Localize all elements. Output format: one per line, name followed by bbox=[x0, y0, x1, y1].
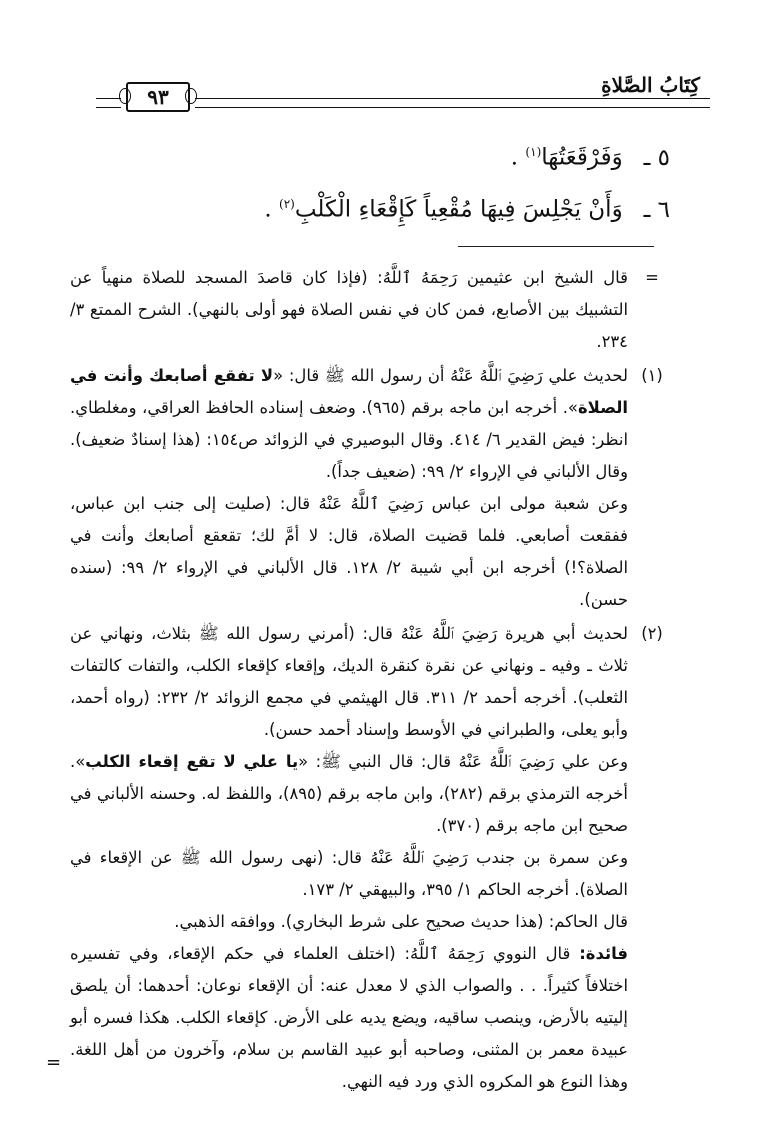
item-text: وَأَنْ يَجْلِسَ فِيهَا مُقْعِياً كَإِقْعَاءِ الْكَلْبِ bbox=[294, 196, 623, 223]
continuation-marker: = bbox=[645, 268, 659, 287]
text-run: ». أخرجه الترمذي برقم (٢٨٢)، وابن ماجه برقم (٨٩٥)، واللفظ له. وحسنه الألباني في صحيح ابن ماجه برقم (٣٧٠). bbox=[70, 752, 628, 835]
footnote-paragraph: وعن شعبة مولى ابن عباس رَضِيَ ٱللَّهُ عَنْهُ قال: (صليت إلى جنب ابن عباس، ففقعت أصابعي. فلما قضيت الصلاة، قال: لا أمَّ لك؛ تقعقع أصابعك وأنت في الصلاة؟!) أخرجه ابن أبي شيبة ٢/ ١٢٨. قال الألباني في الإرواء ٢/ ٩٩: (سنده حسن). bbox=[70, 494, 629, 609]
benefit-label: فائدة: bbox=[579, 944, 628, 963]
main-item bbox=[80, 184, 670, 230]
hadith-text: يا علي لا تقع إقعاء الكلب bbox=[85, 752, 299, 771]
footnote-paragraph bbox=[70, 746, 628, 842]
footnote-paragraph bbox=[70, 938, 628, 1098]
footnote-paragraph bbox=[70, 360, 628, 488]
footnote-ref: (٢) bbox=[279, 197, 295, 211]
footnote-1 bbox=[70, 360, 670, 616]
continues-marker: = bbox=[46, 1052, 62, 1073]
footnote-paragraph: قال الحاكم: (هذا حديث صحيح على شرط البخاري). ووافقه الذهبي. bbox=[174, 912, 628, 931]
footnote-ref: (١) bbox=[525, 145, 542, 159]
item-end: . bbox=[510, 144, 519, 171]
page-header bbox=[96, 72, 700, 112]
item-text: وَفَرْقَعَتُهَا bbox=[541, 144, 623, 171]
text-run: قال النووي رَحِمَهُ ٱللَّهُ: (اختلف العلماء في حكم الإقعاء، وفي تفسيره اختلافاً كثيراً. . . والصواب الذي لا معدل عنه: أن الإقعاء نوعان: أحدهما: أن يلصق إليتيه بالأرض، وينصب ساقيه، ويضع يديه على الأرض. كإقعاء الكلب. هكذا فسره أبو عبيدة معمر بن المثنى، وصاحبه أبو عبيد القاسم بن سلام، وآخرون من أهل اللغة. وهذا النوع هو المكروه الذي ورد فيه النهي. bbox=[70, 944, 628, 1091]
page-number: ٩٣ bbox=[147, 85, 169, 109]
item-number: ٦ ـ bbox=[643, 196, 670, 223]
footnote-paragraph: وعن سمرة بن جندب رَضِيَ ٱللَّهُ عَنْهُ قال: (نهى رسول الله ﷺ عن الإقعاء في الصلاة). أخرجه الحاكم ١/ ٣٩٥، والبيهقي ٢/ ١٧٣. bbox=[70, 848, 628, 899]
footnote-marker: (٢) bbox=[641, 624, 663, 643]
item-end: . bbox=[264, 196, 272, 223]
footnote-continuation bbox=[70, 262, 670, 358]
footnote-paragraph: لحديث أبي هريرة رَضِيَ ٱللَّهُ عَنْهُ قال: (أمرني رسول الله ﷺ بثلاث، ونهاني عن ثلاث ـ وفيه ـ ونهاني عن نقرة كنقرة الديك، وإقعاء كإقعاء الكلب، والتفات كالتفات الثعلب). أخرجه أحمد ٢/ ٣١١. قال الهيثمي في مجمع الزوائد ٢/ ٢٣٢: (رواه أحمد، وأبو يعلى، والطبراني في الأوسط وإسناد أحمد حسن). bbox=[70, 624, 629, 739]
page-number-badge bbox=[126, 82, 190, 112]
footnotes bbox=[70, 262, 670, 1098]
text-run: ». أخرجه ابن ماجه برقم (٩٦٥). وضعف إسناده الحافظ العراقي، ومغلطاي. انظر: فيض القدير ٦/ ٤١٤. وقال البوصيري في الزوائد ص١٥٤: (هذا إسنادٌ ضعيف). وقال الألباني في الإرواء ٢/ ٩٩: (ضعيف جداً). bbox=[70, 398, 628, 481]
main-item bbox=[80, 132, 670, 178]
footnote-marker: (١) bbox=[641, 366, 663, 385]
footnote-paragraph: قال الشيخ ابن عثيمين رَحِمَهُ ٱللَّهُ: (فإذا كان قاصدَ المسجد للصلاة منهياً عن التشبيك بين الأصابع، فمن كان في نفس الصلاة فهو أولى بالنهي). الشرح الممتع ٣/ ٢٣٤. bbox=[70, 268, 628, 351]
text-run: وعن علي رَضِيَ ٱللَّهُ عَنْهُ قال: قال النبي ﷺ: « bbox=[298, 752, 628, 771]
book-title: كِتَابُ الصَّلاةِ bbox=[601, 73, 700, 97]
footnote-2 bbox=[70, 618, 670, 1098]
hadith-text: لا تفقع أصابعك وأنت في الصلاة bbox=[70, 366, 628, 417]
text-run: لحديث علي رَضِيَ ٱللَّهُ عَنْهُ أن رسول الله ﷺ قال: « bbox=[273, 366, 628, 385]
header-rule bbox=[195, 98, 710, 108]
item-number: ٥ ـ bbox=[643, 144, 670, 171]
header-rule-left bbox=[96, 98, 121, 108]
footnote-divider bbox=[458, 246, 654, 247]
